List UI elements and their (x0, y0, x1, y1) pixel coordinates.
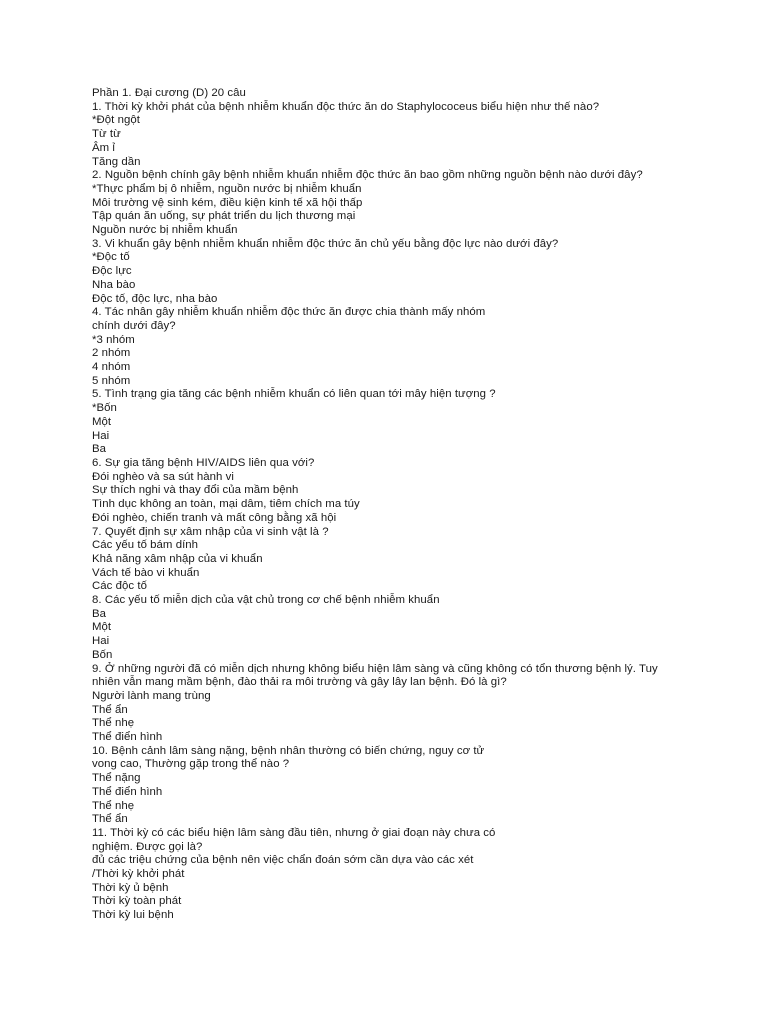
question-5: 5. Tình trạng gia tăng các bệnh nhiễm khuẩn có liên quan tới mây hiện tượng ? (92, 388, 496, 401)
question-4: 4. Tác nhân gây nhiễm khuẩn nhiễm độc thức ăn được chia thành mấy nhóm (92, 306, 486, 319)
answer-option: 2 nhóm (92, 347, 131, 360)
answer-option: Thể điển hình (92, 731, 163, 744)
answer-option: Tăng dần (92, 155, 141, 168)
answer-option: Một (92, 621, 112, 634)
question-3: 3. Vi khuẩn gây bệnh nhiễm khuẩn nhiễm độc thức ăn chủ yếu bằng độc lực nào dưới đây? (92, 237, 559, 250)
answer-option: *3 nhóm (92, 333, 135, 346)
answer-option: Thể điển hình (92, 785, 163, 798)
question-10-continued: vong cao, Thường gặp trong thể nào ? (92, 758, 290, 771)
question-11: 11. Thời kỳ có các biểu hiện lâm sàng đầu tiên, nhưng ở giai đoạn này chưa có (92, 826, 496, 839)
answer-option: Đói nghèo, chiến tranh và mất công bằng xã hội (92, 511, 337, 524)
answer-option: Môi trường vệ sinh kém, điều kiện kinh tế xã hội thấp (92, 196, 363, 209)
question-7: 7. Quyết định sự xâm nhập của vi sinh vật là ? (92, 525, 329, 538)
answer-option: Tập quán ăn uống, sự phát triển du lịch thương mại (92, 210, 356, 223)
answer-option: Khả năng xâm nhập của vi khuẩn (92, 552, 263, 565)
question-8: 8. Các yếu tố miễn dịch của vật chủ trong cơ chế bệnh nhiễm khuẩn (92, 594, 440, 607)
answer-option: *Độc tố (92, 251, 130, 264)
answer-option: *Bốn (92, 402, 117, 415)
answer-option: Thể ẩn (92, 703, 128, 716)
answer-option: Sự thích nghi và thay đổi của mầm bệnh (92, 484, 299, 497)
answer-option: Các độc tố (92, 580, 147, 593)
answer-option: Tình dục không an toàn, mại dâm, tiêm chích ma túy (92, 498, 360, 511)
question-1: 1. Thời kỳ khởi phát của bệnh nhiễm khuẩn độc thức ăn do Staphylococeus biểu hiện như thế nào? (92, 100, 600, 113)
answer-option: Độc lực (92, 265, 132, 278)
answer-option: Bốn (92, 648, 113, 661)
answer-option: Thể ẩn (92, 813, 128, 826)
answer-option: Ba (92, 443, 107, 456)
question-9: 9. Ở những người đã có miễn dịch nhưng không biểu hiện lâm sàng và cũng không có tổn thương bệnh lý. Tuy (92, 662, 658, 675)
answer-option: *Thực phẩm bị ô nhiễm, nguồn nước bị nhiễm khuẩn (92, 182, 362, 195)
answer-option: Thể nhẹ (92, 799, 135, 812)
question-6: 6. Sự gia tăng bệnh HIV/AIDS liên qua với? (92, 456, 315, 469)
answer-option: Người lành mang trùng (92, 689, 211, 702)
answer-option: Từ từ (92, 128, 121, 141)
answer-option: Nha bào (92, 278, 136, 291)
answer-option: Đói nghèo và sa sút hành vi (92, 470, 234, 483)
answer-option: Thể nặng (92, 772, 141, 785)
answer-option: Các yếu tố bám dính (92, 539, 199, 552)
answer-option: 4 nhóm (92, 361, 131, 374)
answer-option: Nguồn nước bị nhiễm khuẩn (92, 224, 238, 237)
answer-option: Thời kỳ lui bệnh (92, 909, 174, 922)
question-11-continued: nghiệm. Được gọi là? (92, 840, 203, 853)
question-2: 2. Nguồn bệnh chính gây bệnh nhiễm khuẩn nhiễm độc thức ăn bao gồm những nguồn bệnh nào dưới đây? (92, 169, 643, 182)
answer-option: Vách tế bào vi khuẩn (92, 566, 200, 579)
answer-option: Ba (92, 607, 107, 620)
document-text (92, 87, 692, 923)
answer-option: Âm ỉ (92, 141, 115, 154)
question-10: 10. Bệnh cảnh lâm sàng nặng, bệnh nhân thường có biến chứng, nguy cơ tử (92, 744, 485, 757)
question-4-continued: chính dưới đây? (92, 319, 176, 332)
question-11-continued: đủ các triệu chứng của bệnh nên việc chẩn đoán sớm cần dựa vào các xét (92, 854, 474, 867)
answer-option: Thời kỳ toàn phát (92, 895, 182, 908)
question-9-continued: nhiên vẫn mang mầm bệnh, đào thải ra môi trường và gây lây lan bệnh. Đó là gì? (92, 676, 507, 689)
answer-option: Một (92, 415, 112, 428)
answer-option: Thời kỳ ủ bệnh (92, 881, 169, 894)
answer-option: Hai (92, 429, 110, 442)
answer-option: Hai (92, 635, 110, 648)
answer-option: /Thời kỳ khởi phát (92, 868, 185, 881)
answer-option: 5 nhóm (92, 374, 131, 387)
answer-option: Thể nhẹ (92, 717, 135, 730)
answer-option: *Đột ngột (92, 114, 140, 127)
answer-option: Độc tố, độc lực, nha bào (92, 292, 218, 305)
section-heading: Phần 1. Đại cương (D) 20 câu (92, 87, 246, 99)
